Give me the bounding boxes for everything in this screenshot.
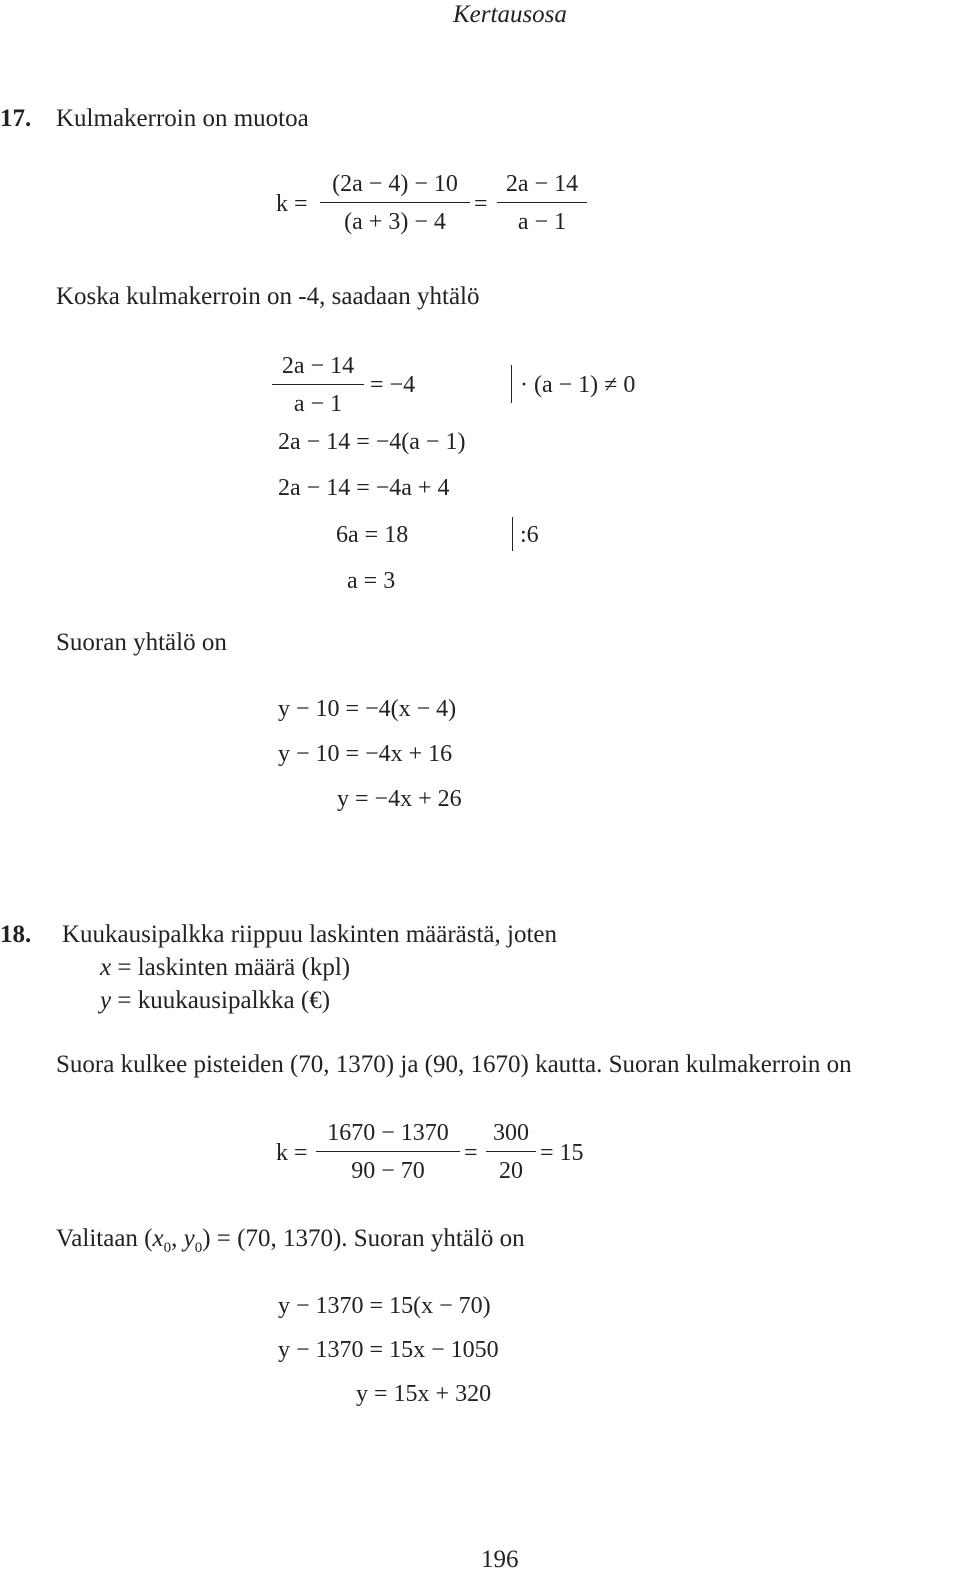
p18-def-x — [100, 953, 350, 983]
p18-k-lhs: k = — [276, 1140, 308, 1166]
p17-step1-divider — [511, 365, 512, 403]
p18-k-fraction-2 — [486, 1119, 536, 1185]
p17-step4: 6a = 18 — [336, 522, 409, 548]
p18-choose-post: ) = (70, 1370). Suoran yhtälö on — [202, 1225, 525, 1252]
p18-k-result: = 15 — [540, 1140, 584, 1166]
p18-choose-text — [56, 1224, 525, 1263]
problem-17-intro: Kulmakerroin on muotoa — [56, 105, 309, 132]
p18-def-y — [100, 986, 330, 1016]
p18-line3: y = 15x + 320 — [356, 1381, 492, 1407]
p17-step1-num: 2a − 14 — [281, 353, 355, 379]
p18-def-x-var: x — [100, 954, 112, 981]
page-header: Kertausosa — [453, 1, 567, 28]
p17-k-frac2-num: 2a − 14 — [505, 171, 579, 197]
problem-18-number: 18. — [0, 921, 32, 948]
p17-step1-fraction — [272, 352, 364, 418]
p17-k-fraction-1 — [320, 170, 470, 236]
fraction-bar — [316, 1151, 460, 1152]
p17-k-fraction-2 — [497, 170, 587, 236]
p17-k-eq: = — [474, 191, 488, 217]
page-number: 196 — [481, 1546, 519, 1573]
fraction-bar — [497, 202, 587, 203]
p17-line-text: Suoran yhtälö on — [56, 629, 227, 656]
p17-k-frac1-num: (2a − 4) − 10 — [332, 171, 458, 197]
p18-k-frac2-den: 20 — [499, 1158, 523, 1184]
fraction-bar — [272, 384, 364, 385]
p18-def-x-text: = laskinten määrä (kpl) — [111, 954, 351, 981]
p18-choose-pre: Valitaan ( — [56, 1225, 153, 1252]
p17-k-frac2-den: a − 1 — [517, 209, 567, 235]
p18-choose-y-sub: 0 — [194, 1240, 203, 1256]
p18-line2: y − 1370 = 15x − 1050 — [278, 1337, 499, 1363]
p17-k-lhs: k = — [276, 191, 308, 217]
p17-step4-divider — [512, 517, 513, 551]
p18-k-fraction-1 — [316, 1119, 460, 1185]
p18-k-frac1-den: 90 − 70 — [351, 1158, 425, 1184]
p17-step1-rhs: = −4 — [370, 372, 416, 398]
p17-line1: y − 10 = −4(x − 4) — [278, 696, 457, 722]
problem-17-number: 17. — [0, 105, 32, 132]
p18-k-eq: = — [464, 1140, 478, 1166]
p18-def-y-text: = kuukausipalkka (€) — [111, 987, 331, 1014]
p18-def-y-var: y — [100, 987, 112, 1014]
problem-18-intro: Kuukausipalkka riippuu laskinten määrästä, joten — [62, 921, 558, 948]
p17-step3: 2a − 14 = −4a + 4 — [278, 475, 450, 501]
p18-k-frac2-num: 300 — [493, 1120, 529, 1146]
p17-step2: 2a − 14 = −4(a − 1) — [278, 429, 466, 455]
p17-step4-operation: :6 — [520, 522, 539, 548]
p18-points-text: Suora kulkee pisteiden (70, 1370) ja (90, 1670) kautta. Suoran kulmakerroin on — [56, 1051, 852, 1078]
p17-condition-text: Koska kulmakerroin on -4, saadaan yhtälö — [56, 283, 480, 310]
p17-step1-operation: · (a − 1) ≠ 0 — [520, 372, 636, 398]
p17-step1-den: a − 1 — [293, 391, 343, 417]
p18-choose-x: x — [152, 1225, 164, 1252]
p17-k-frac1-den: (a + 3) − 4 — [344, 209, 446, 235]
p17-step5: a = 3 — [347, 568, 396, 594]
p17-line2: y − 10 = −4x + 16 — [278, 741, 453, 767]
p18-k-frac1-num: 1670 − 1370 — [327, 1120, 449, 1146]
p18-choose-x-sub: 0 — [163, 1240, 172, 1256]
fraction-bar — [320, 202, 470, 203]
p17-line3: y = −4x + 26 — [337, 786, 462, 812]
p18-choose-sep: , — [171, 1225, 184, 1252]
fraction-bar — [486, 1151, 536, 1152]
p18-line1: y − 1370 = 15(x − 70) — [278, 1293, 491, 1319]
p18-choose-y: y — [183, 1225, 195, 1252]
